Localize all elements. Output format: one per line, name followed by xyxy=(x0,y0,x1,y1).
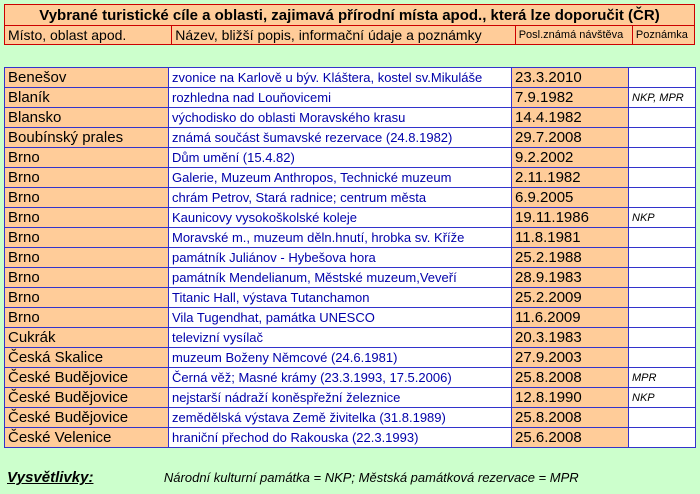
description-cell: památník Mendelianum, Městské muzeum,Veveří xyxy=(169,268,512,288)
place-cell: Česká Skalice xyxy=(5,348,169,368)
last-visit-cell: 25.6.2008 xyxy=(512,428,629,448)
note-cell xyxy=(629,148,696,168)
table-row xyxy=(5,428,696,448)
note-cell xyxy=(629,68,696,88)
column-header-last-visit: Posl.známá návštěva xyxy=(515,26,632,45)
description-cell: Kaunicovy vysokoškolské koleje xyxy=(169,208,512,228)
description-cell: známá součást šumavské rezervace (24.8.1982) xyxy=(169,128,512,148)
note-cell: NKP xyxy=(629,388,696,408)
description-cell: Černá věž; Masné krámy (23.3.1993, 17.5.2006) xyxy=(169,368,512,388)
table-row xyxy=(5,348,696,368)
description-cell: zvonice na Karlově u býv. Kláštera, kostel sv.Mikuláše xyxy=(169,68,512,88)
last-visit-cell: 6.9.2005 xyxy=(512,188,629,208)
place-cell: Blansko xyxy=(5,108,169,128)
last-visit-cell: 7.9.1982 xyxy=(512,88,629,108)
place-cell: Brno xyxy=(5,308,169,328)
description-cell: muzeum Boženy Němcové (24.6.1981) xyxy=(169,348,512,368)
place-cell: Cukrák xyxy=(5,328,169,348)
description-cell: nejstarší nádraží koněspřežní železnice xyxy=(169,388,512,408)
last-visit-cell: 20.3.1983 xyxy=(512,328,629,348)
header-table xyxy=(4,4,695,45)
last-visit-cell: 25.2.2009 xyxy=(512,288,629,308)
description-cell: památník Juliánov - Hybešova hora xyxy=(169,248,512,268)
description-cell: televizní vysílač xyxy=(169,328,512,348)
table-row xyxy=(5,128,696,148)
last-visit-cell: 23.3.2010 xyxy=(512,68,629,88)
description-cell: východisko do oblasti Moravského krasu xyxy=(169,108,512,128)
place-cell: Brno xyxy=(5,168,169,188)
last-visit-cell: 11.6.2009 xyxy=(512,308,629,328)
table-row xyxy=(5,288,696,308)
note-cell xyxy=(629,268,696,288)
table-row xyxy=(5,88,696,108)
table-row xyxy=(5,408,696,428)
description-cell: Moravské m., muzeum děln.hnutí, hrobka sv. Kříže xyxy=(169,228,512,248)
note-cell xyxy=(629,248,696,268)
table-row xyxy=(5,108,696,128)
column-header-description: Název, bližší popis, informační údaje a poznámky xyxy=(172,26,515,45)
place-cell: Benešov xyxy=(5,68,169,88)
table-row xyxy=(5,268,696,288)
place-cell: Brno xyxy=(5,228,169,248)
note-cell xyxy=(629,348,696,368)
table-row xyxy=(5,388,696,408)
place-cell: České Budějovice xyxy=(5,408,169,428)
column-header-place: Místo, oblast apod. xyxy=(5,26,172,45)
last-visit-cell: 14.4.1982 xyxy=(512,108,629,128)
note-cell xyxy=(629,108,696,128)
place-cell: Blaník xyxy=(5,88,169,108)
note-cell xyxy=(629,308,696,328)
table-row xyxy=(5,168,696,188)
place-cell: České Velenice xyxy=(5,428,169,448)
note-cell xyxy=(629,168,696,188)
description-cell: rozhledna nad Louňovicemi xyxy=(169,88,512,108)
note-cell xyxy=(629,428,696,448)
description-cell: hraniční přechod do Rakouska (22.3.1993) xyxy=(169,428,512,448)
destinations-table xyxy=(4,67,696,448)
last-visit-cell: 25.2.1988 xyxy=(512,248,629,268)
note-cell: NKP xyxy=(629,208,696,228)
legend xyxy=(7,468,579,488)
table-row xyxy=(5,68,696,88)
last-visit-cell: 11.8.1981 xyxy=(512,228,629,248)
note-cell xyxy=(629,288,696,308)
legend-text: Národní kulturní památka = NKP; Městská památková rezervace = MPR xyxy=(163,470,579,485)
last-visit-cell: 25.8.2008 xyxy=(512,408,629,428)
table-row xyxy=(5,248,696,268)
note-cell: NKP, MPR xyxy=(629,88,696,108)
table-row xyxy=(5,188,696,208)
table-row xyxy=(5,328,696,348)
last-visit-cell: 12.8.1990 xyxy=(512,388,629,408)
place-cell: České Budějovice xyxy=(5,388,169,408)
table-row xyxy=(5,308,696,328)
place-cell: Boubínský prales xyxy=(5,128,169,148)
note-cell xyxy=(629,128,696,148)
place-cell: Brno xyxy=(5,208,169,228)
place-cell: Brno xyxy=(5,268,169,288)
description-cell: chrám Petrov, Stará radnice; centrum města xyxy=(169,188,512,208)
column-header-note: Poznámka xyxy=(632,26,694,45)
place-cell: České Budějovice xyxy=(5,368,169,388)
last-visit-cell: 25.8.2008 xyxy=(512,368,629,388)
note-cell: MPR xyxy=(629,368,696,388)
place-cell: Brno xyxy=(5,188,169,208)
last-visit-cell: 2.11.1982 xyxy=(512,168,629,188)
note-cell xyxy=(629,228,696,248)
last-visit-cell: 29.7.2008 xyxy=(512,128,629,148)
place-cell: Brno xyxy=(5,248,169,268)
table-row xyxy=(5,148,696,168)
table-row xyxy=(5,368,696,388)
place-cell: Brno xyxy=(5,288,169,308)
note-cell xyxy=(629,328,696,348)
description-cell: Galerie, Muzeum Anthropos, Technické muzeum xyxy=(169,168,512,188)
last-visit-cell: 28.9.1983 xyxy=(512,268,629,288)
last-visit-cell: 9.2.2002 xyxy=(512,148,629,168)
note-cell xyxy=(629,408,696,428)
page-title: Vybrané turistické cíle a oblasti, zajimavá přírodní místa apod., která lze doporučit (ČR) xyxy=(5,5,695,26)
description-cell: Titanic Hall, výstava Tutanchamon xyxy=(169,288,512,308)
last-visit-cell: 27.9.2003 xyxy=(512,348,629,368)
legend-title: Vysvětlivky: xyxy=(7,469,94,486)
description-cell: zemědělská výstava Země živitelka (31.8.1989) xyxy=(169,408,512,428)
table-row xyxy=(5,228,696,248)
table-row xyxy=(5,208,696,228)
note-cell xyxy=(629,188,696,208)
description-cell: Dům umění (15.4.82) xyxy=(169,148,512,168)
place-cell: Brno xyxy=(5,148,169,168)
description-cell: Vila Tugendhat, památka UNESCO xyxy=(169,308,512,328)
last-visit-cell: 19.11.1986 xyxy=(512,208,629,228)
